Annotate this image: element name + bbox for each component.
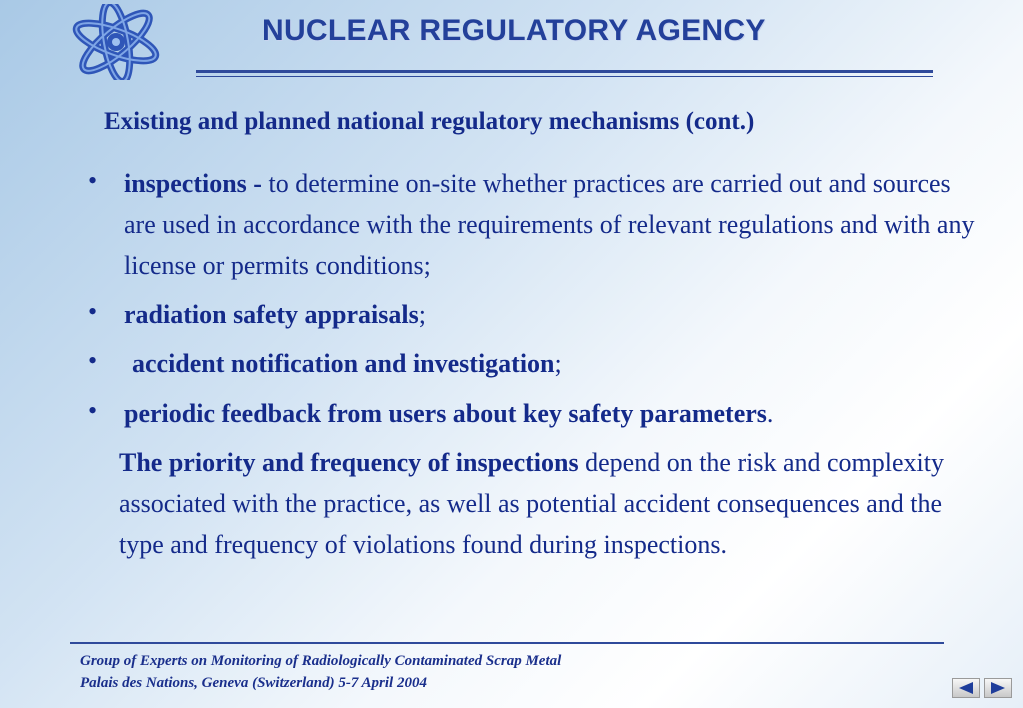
bullet-item-feedback xyxy=(124,393,984,434)
priority-paragraph xyxy=(119,442,989,565)
bullet-marker: • xyxy=(88,346,98,375)
bullet-term: inspections - xyxy=(124,169,262,198)
bullet-text: ; xyxy=(418,300,426,329)
bullet-marker: • xyxy=(88,166,98,195)
paragraph-term: The priority and frequency of inspections xyxy=(119,448,579,477)
bullet-item-appraisals xyxy=(124,294,984,335)
previous-slide-button[interactable] xyxy=(952,678,980,698)
footer-event: Group of Experts on Monitoring of Radiologically Contaminated Scrap Metal xyxy=(80,653,562,669)
paragraph-text: depend on the risk and complexity associated with the practice, as well as potential accident consequences and the type and frequency of violations found during inspections. xyxy=(119,448,944,559)
bullet-term: radiation safety appraisals xyxy=(124,300,419,329)
header-rule xyxy=(196,70,933,73)
bullet-text: to determine on-site whether practices are carried out and sources are used in accordance with the requirements of relevant regulations and with any license or permits conditions; xyxy=(124,169,975,280)
slide-heading: Existing and planned national regulatory mechanisms (cont.) xyxy=(104,108,755,135)
bullet-text: . xyxy=(766,399,774,428)
atom-logo-icon xyxy=(66,4,166,80)
bullet-term: periodic feedback from users about key safety parameters xyxy=(124,399,767,428)
header-rule-thin xyxy=(196,76,933,77)
footer-venue: Palais des Nations, Geneva (Switzerland) 5-7 April 2004 xyxy=(80,675,427,691)
bullet-marker: • xyxy=(88,297,98,326)
right-arrow-icon xyxy=(989,682,1007,694)
bullet-item-inspections xyxy=(124,163,984,286)
bullet-text: ; xyxy=(554,349,562,378)
left-arrow-icon xyxy=(957,682,975,694)
bullet-item-accident xyxy=(132,343,992,384)
agency-title: NUCLEAR REGULATORY AGENCY xyxy=(262,14,766,47)
bullet-term: accident notification and investigation xyxy=(132,349,555,378)
footer-rule xyxy=(70,642,944,644)
next-slide-button[interactable] xyxy=(984,678,1012,698)
bullet-marker: • xyxy=(88,396,98,425)
